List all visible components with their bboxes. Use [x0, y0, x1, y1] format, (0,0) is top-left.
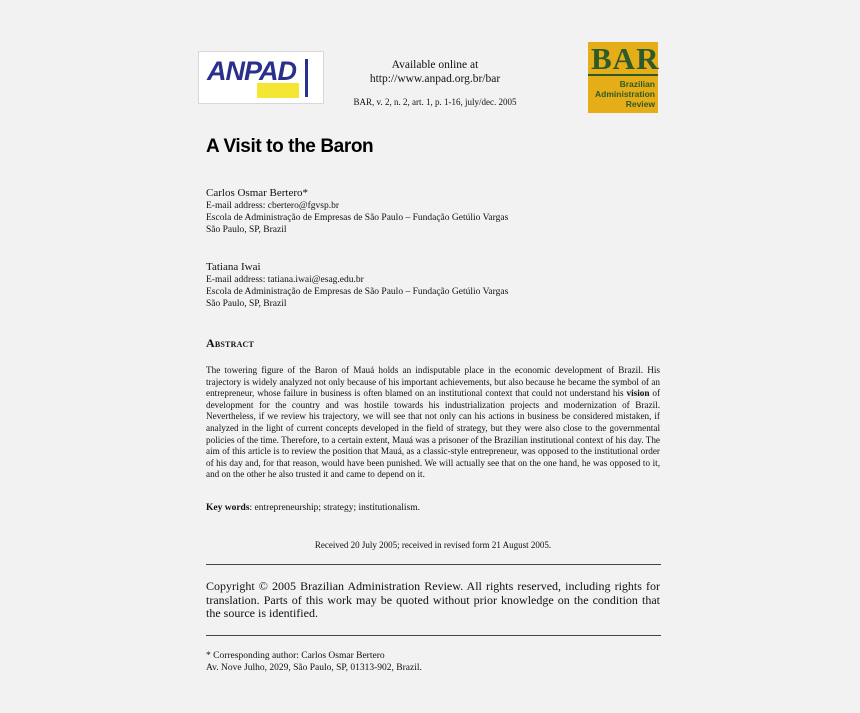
author-name: Carlos Osmar Bertero*	[206, 187, 309, 199]
bar-logo-top	[588, 42, 658, 76]
copyright-notice: Copyright © 2005 Brazilian Administration Review. All rights reserved, including rights for translation. Parts of this work may be quoted without prior knowledge on the condition that the source is identified.	[206, 579, 660, 620]
author-block-2	[206, 260, 508, 310]
author-affiliation: Escola de Administração de Empresas de São Paulo – Fundação Getúlio Vargas	[206, 287, 509, 297]
keywords	[206, 503, 420, 513]
keywords-list: : entrepreneurship; strategy; institutionalism.	[249, 503, 420, 513]
available-online-text: Available online at	[391, 59, 479, 71]
abstract-body	[206, 365, 660, 481]
bar-logo-subtitle	[595, 79, 655, 109]
bar-logo-line2: Administration	[595, 89, 655, 99]
divider-top	[206, 564, 661, 565]
bar-logo-acronym: BAR	[591, 41, 660, 76]
divider-bottom	[206, 635, 661, 636]
header-availability	[340, 58, 530, 86]
journal-url[interactable]: http://www.anpad.org.br/bar	[369, 73, 501, 85]
bar-logo-line3: Review	[625, 99, 655, 109]
abstract-heading: Abstract	[206, 336, 255, 350]
author-block-1	[206, 186, 508, 236]
author-location: São Paulo, SP, Brazil	[206, 299, 287, 309]
author-location: São Paulo, SP, Brazil	[206, 225, 287, 235]
bar-journal-logo	[588, 42, 658, 113]
footnote-line1: * Corresponding author: Carlos Osmar Bertero	[206, 651, 385, 661]
author-email[interactable]: E-mail address: cbertero@fgvsp.br	[206, 201, 339, 211]
received-dates: Received 20 July 2005; received in revised form 21 August 2005.	[314, 540, 552, 550]
keywords-label: Key words	[206, 503, 250, 513]
paper-title: A Visit to the Baron	[206, 136, 374, 157]
corresponding-author-footnote	[206, 650, 422, 674]
journal-citation: BAR, v. 2, n. 2, art. 1, p. 1-16, july/dec. 2005	[353, 97, 517, 107]
abstract-text-part1: The towering figure of the Baron of Mauá holds an indisputable place in the economic development of Brazil. His trajectory is widely analyzed not only because of his important achievements, but also because he became the symbol of an entrepreneur, whose failure in business is often blamed on an institutional context that could not understand his	[206, 365, 660, 399]
abstract-bold-word: vision	[626, 388, 650, 399]
anpad-logo	[198, 51, 324, 104]
author-name: Tatiana Iwai	[206, 261, 261, 273]
abstract-text-part2: of development for the country and was hostile towards his industrialization projects and modernization of Brazil. Nevertheless, if we review his trajectory, we will see that not only can his actions in business be considered mistaken, if analyzed in the light of current concepts developed in the field of strategy, but they were also close to the governmental policies of the time. Therefore, to a certain extent, Mauá was a prisoner of the Brazilian institutional context of his day. The aim of this article is to review the position that Mauá, as a classic-style entrepreneur, was opposed to the institutional order of his day and, for that reason, would have been punished. We will actually see that on the one hand, he was opposed to it, and on the other he also trusted it and came to depend on it.	[206, 388, 660, 480]
anpad-logo-text: ANPAD	[207, 56, 296, 86]
author-email[interactable]: E-mail address: tatiana.iwai@esag.edu.br	[206, 275, 364, 285]
anpad-logo-bar	[305, 59, 308, 97]
author-affiliation: Escola de Administração de Empresas de São Paulo – Fundação Getúlio Vargas	[206, 213, 509, 223]
bar-logo-line1: Brazilian	[619, 79, 655, 89]
footnote-line2: Av. Nove Julho, 2029, São Paulo, SP, 01313-902, Brazil.	[206, 663, 422, 673]
